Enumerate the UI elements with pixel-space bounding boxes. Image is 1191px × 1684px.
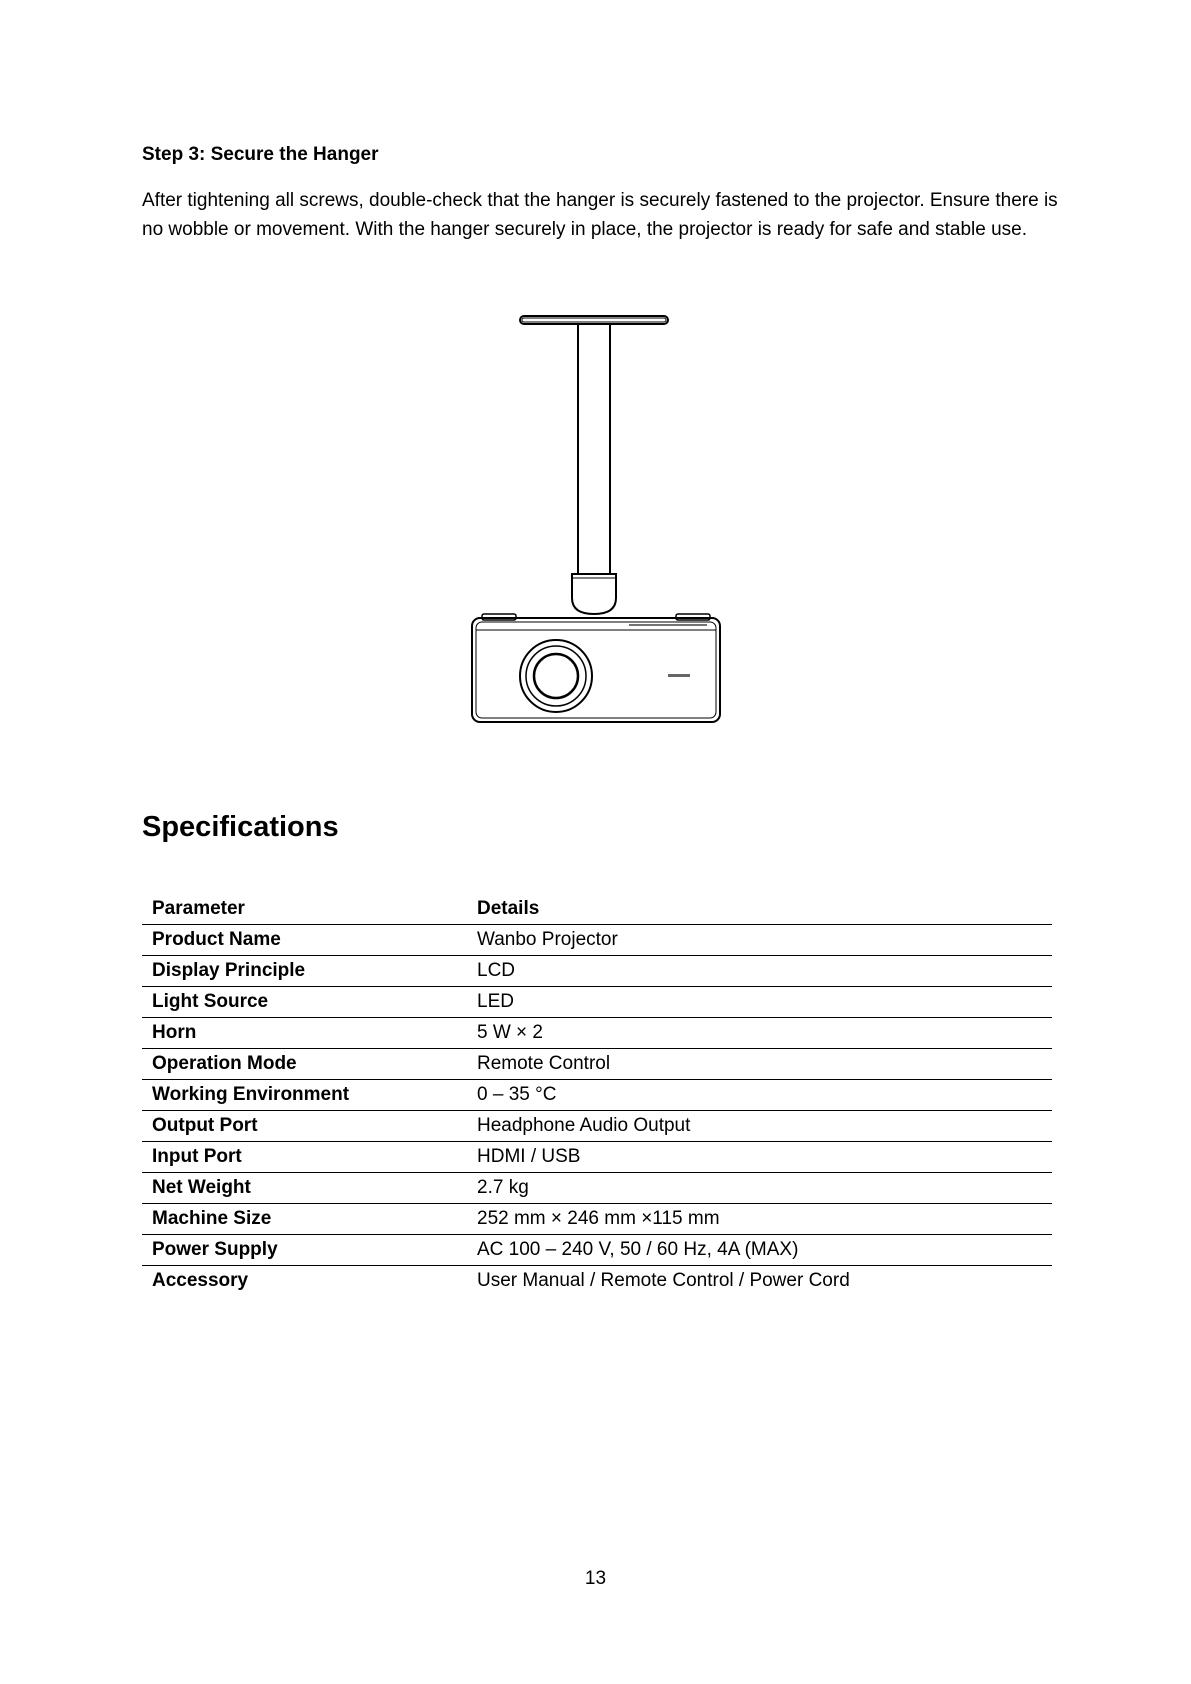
table-row xyxy=(142,1266,1052,1297)
table-header-row xyxy=(142,894,1052,925)
parameter-cell: Display Principle xyxy=(142,956,467,987)
step-heading: Step 3: Secure the Hanger xyxy=(142,144,379,165)
details-cell: LCD xyxy=(467,956,1052,987)
table-row xyxy=(142,1049,1052,1080)
parameter-cell: Product Name xyxy=(142,925,467,956)
details-cell: Remote Control xyxy=(467,1049,1052,1080)
details-cell: Headphone Audio Output xyxy=(467,1111,1052,1142)
hanger-pole-cap xyxy=(572,574,616,614)
parameter-cell: Light Source xyxy=(142,987,467,1018)
parameter-cell: Net Weight xyxy=(142,1173,467,1204)
details-cell: User Manual / Remote Control / Power Cord xyxy=(477,1270,850,1291)
parameter-cell: Operation Mode xyxy=(142,1049,467,1080)
details-cell: 5 W × 2 xyxy=(467,1018,1052,1049)
table-row xyxy=(142,1204,1052,1235)
details-cell: HDMI / USB xyxy=(467,1142,1052,1173)
details-cell: LED xyxy=(467,987,1052,1018)
specifications-title: Specifications xyxy=(142,811,339,843)
ceiling-mounted-projector-icon xyxy=(466,312,726,728)
table-row xyxy=(142,1080,1052,1111)
parameter-cell: Working Environment xyxy=(142,1080,467,1111)
page-number: 13 xyxy=(584,1568,607,1589)
parameter-cell: Input Port xyxy=(142,1142,467,1173)
specifications-table xyxy=(142,894,1052,1296)
details-cell: 252 mm × 246 mm ×115 mm xyxy=(467,1204,1052,1235)
table-row xyxy=(142,1173,1052,1204)
details-cell: Wanbo Projector xyxy=(467,925,1052,956)
table-row xyxy=(142,925,1052,956)
parameter-cell: Machine Size xyxy=(142,1204,467,1235)
parameter-cell: Output Port xyxy=(142,1111,467,1142)
table-row xyxy=(142,1235,1052,1266)
table-row xyxy=(142,1111,1052,1142)
details-cell: AC 100 – 240 V, 50 / 60 Hz, 4A (MAX) xyxy=(467,1235,1052,1266)
parameter-cell: Horn xyxy=(142,1018,467,1049)
projector-hanger-figure xyxy=(466,312,726,728)
details-cell: 0 – 35 °C xyxy=(467,1080,1052,1111)
details-cell: 2.7 kg xyxy=(467,1173,1052,1204)
table-row xyxy=(142,1018,1052,1049)
projector-body xyxy=(472,618,720,722)
step-body-paragraph: After tightening all screws, double-check that the hanger is securely fastened to the projector. Ensure there is no wobble or movement. With the hanger securely in place, the projector is ready for safe and stable use. xyxy=(142,190,1058,240)
column-header-parameter: Parameter xyxy=(142,894,467,925)
table-row xyxy=(142,987,1052,1018)
parameter-cell: Accessory xyxy=(152,1270,249,1291)
table-row xyxy=(142,1142,1052,1173)
parameter-cell: Power Supply xyxy=(142,1235,467,1266)
ceiling-plate xyxy=(520,316,668,324)
table-row xyxy=(142,956,1052,987)
projector-lens xyxy=(520,640,592,712)
column-header-details: Details xyxy=(467,894,1052,925)
